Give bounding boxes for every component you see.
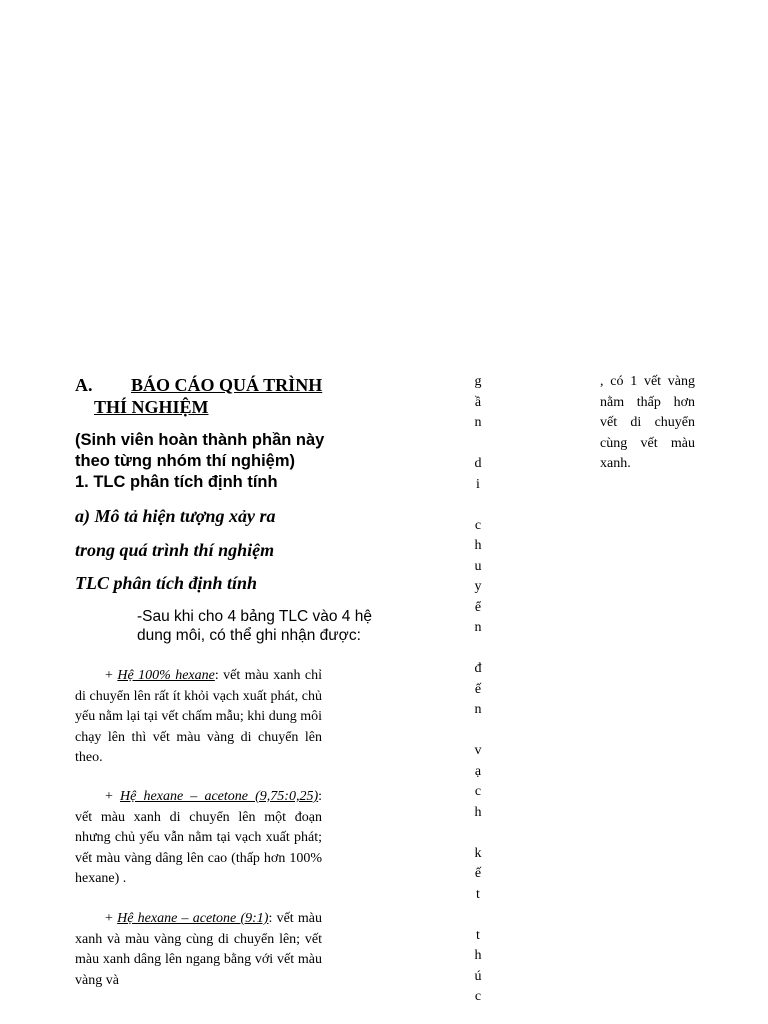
system-2-prefix: + [105,789,121,804]
vertical-char: h [474,948,482,963]
vertical-char [470,434,486,455]
vertical-char: t [476,886,480,902]
vertical-char: n [474,415,482,430]
instruction-note [75,430,375,472]
vertical-char: u [474,558,482,574]
system-2-text: : vết màu xanh di chuyển lên một đoạn nhưng chủ yếu vẫn nằm tại vạch xuất phát; vết màu vàng dâng lên cao (thấp hơn 100% hexane) . [75,789,322,886]
vertical-char: ú [474,968,482,984]
vertical-char: ế [474,866,482,881]
subheading-line-3: TLC phân tích định tính [75,573,258,593]
heading-line-1 [75,374,375,396]
vertical-char: t [476,927,480,943]
vertical-text-column [470,372,486,1008]
vertical-char [470,495,486,516]
vertical-char: h [474,538,482,553]
vertical-char: ầ [474,394,482,410]
vertical-char [470,823,486,844]
system-paragraph-1 [75,666,322,769]
intro-paragraph: -Sau khi cho 4 bảng TLC vào 4 hệ dung môi, có thể ghi nhận được: [137,608,372,644]
vertical-char: ạ [474,763,482,779]
system-1-term: Hệ 100% hexane [117,668,215,683]
section-heading [75,374,375,418]
vertical-char: i [476,476,480,492]
heading-title-line2: THÍ NGHIỆM [94,397,209,417]
vertical-char: ế [474,681,482,697]
system-paragraph-2 [75,787,322,890]
section-letter: A. [75,375,93,395]
system-paragraph-3 [75,909,322,991]
vertical-char: c [474,784,482,799]
system-3-prefix: + [105,911,118,926]
system-3-text: : vết màu xanh và màu vàng cùng di chuyển lên; vết màu xanh dâng lên ngang bằng với vết màu vàng và [75,911,322,988]
system-1-prefix: + [105,668,118,683]
vertical-char: n [474,620,482,635]
vertical-char [470,905,486,926]
vertical-char: k [474,845,482,861]
vertical-char: h [474,804,482,820]
instruction-line-2: theo từng nhóm thí nghiệm) [75,452,295,470]
vertical-char: n [474,702,482,717]
vertical-char: d [474,456,482,471]
vertical-char: g [474,374,482,389]
system-2-term: Hệ hexane – acetone (9,75:0,25) [120,789,319,804]
heading-line-2 [75,396,375,418]
section-1-title: 1. TLC phân tích định tính [75,473,278,491]
vertical-char: v [474,743,482,758]
vertical-char [470,639,486,660]
system-3-term: Hệ hexane – acetone (9:1) [117,911,269,926]
heading-title-line1: BÁO CÁO QUÁ TRÌNH [131,375,323,395]
system-1-text: : vết màu xanh chỉ di chuyển lên rất ít khỏi vạch xuất phát, chủ yếu nằm lại tại vết chấm mẫu; khi dung môi chạy lên thì vết màu vàng di chuyển lên theo. [75,668,322,765]
subheading-line-2: trong quá trình thí nghiệm [75,540,275,560]
vertical-char: y [474,579,482,594]
right-column-text: , có 1 vết vàng nằm thấp hơn vết di chuyển cùng vết màu xanh. [600,374,695,471]
vertical-char: đ [474,661,482,676]
vertical-char [470,721,486,742]
instruction-line-1: (Sinh viên hoàn thành phần này [75,431,325,449]
vertical-char: ể [474,599,482,615]
vertical-char: c [474,989,482,1004]
vertical-char: c [474,517,482,533]
subheading-line-1: a) Mô tả hiện tượng xảy ra [75,506,276,526]
